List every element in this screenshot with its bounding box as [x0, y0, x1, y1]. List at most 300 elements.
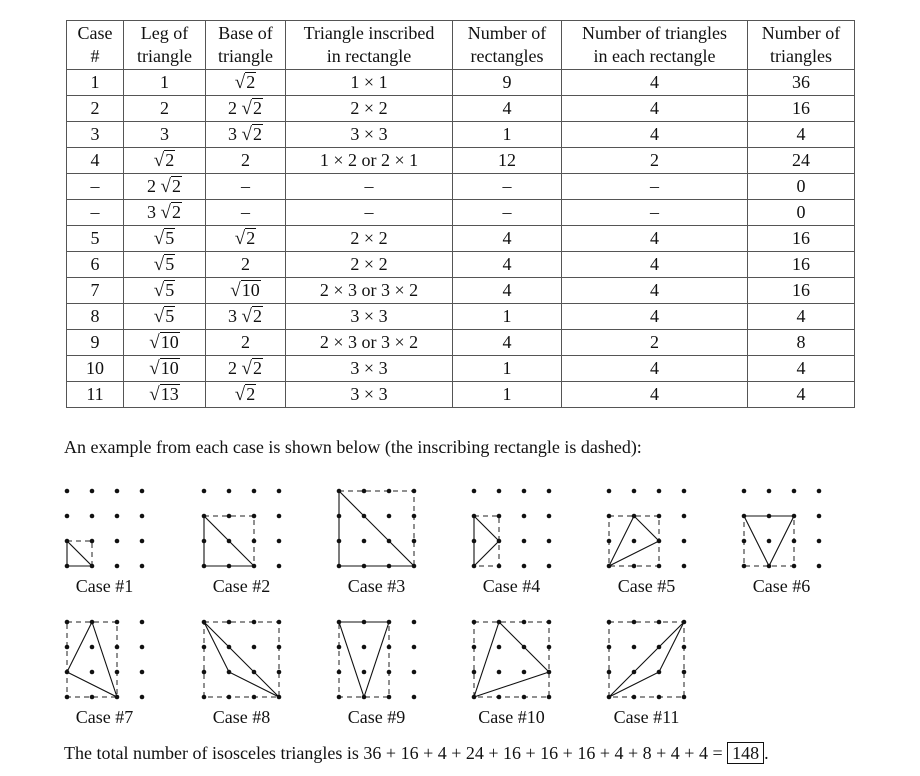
grid-dot: [682, 489, 687, 494]
grid-dot: [115, 645, 120, 650]
grid-dot: [412, 620, 417, 625]
case-label: Case #9: [347, 707, 406, 727]
table-cell: 16: [748, 278, 855, 304]
grid-dot: [140, 620, 145, 625]
grid-dot: [412, 564, 417, 569]
table-cell: 11: [67, 382, 124, 408]
grid-dot: [252, 539, 257, 544]
grid-dot: [657, 564, 662, 569]
grid-dot: [115, 489, 120, 494]
case-figure: [65, 489, 145, 596]
grid-dot: [362, 670, 367, 675]
table-cell: √2: [124, 148, 206, 174]
table-cell: 10: [67, 356, 124, 382]
case-label: Case #1: [75, 576, 134, 596]
grid-dot: [202, 695, 207, 700]
table-cell: 1: [453, 304, 562, 330]
grid-dot: [742, 514, 747, 519]
grid-dot: [522, 670, 527, 675]
table-cell: 16: [748, 226, 855, 252]
column-header: Number of triangles in each rectangle: [562, 21, 748, 70]
column-header: Number of triangles: [748, 21, 855, 70]
grid-dot: [412, 489, 417, 494]
grid-dot: [767, 489, 772, 494]
case-label: Case #3: [347, 576, 406, 596]
grid-dot: [497, 645, 502, 650]
grid-dot: [65, 514, 70, 519]
grid-dot: [682, 539, 687, 544]
grid-dot: [202, 539, 207, 544]
grid-dot: [227, 564, 232, 569]
case-figure: [337, 489, 417, 596]
isosceles-triangle: [339, 622, 389, 697]
table-row: [67, 304, 855, 330]
table-row: [67, 382, 855, 408]
case-figure: [472, 620, 552, 727]
table-cell: 4: [67, 148, 124, 174]
grid-dot: [792, 489, 797, 494]
grid-dot: [387, 620, 392, 625]
grid-dot: [522, 645, 527, 650]
table-cell: 2 × 2: [286, 226, 453, 252]
table-cell: –: [562, 174, 748, 200]
grid-dot: [547, 539, 552, 544]
grid-dot: [472, 670, 477, 675]
table-cell: 24: [748, 148, 855, 174]
grid-dot: [115, 695, 120, 700]
table-cell: 3 × 3: [286, 122, 453, 148]
table-cell: 2: [67, 96, 124, 122]
grid-dot: [140, 695, 145, 700]
table-cell: 4: [453, 252, 562, 278]
grid-dot: [362, 564, 367, 569]
case-figure: [607, 489, 687, 596]
grid-dot: [277, 564, 282, 569]
grid-dot: [632, 489, 637, 494]
table-cell: –: [453, 174, 562, 200]
case-label: Case #10: [478, 707, 545, 727]
grid-dot: [202, 620, 207, 625]
case-figures: [0, 470, 920, 770]
grid-dot: [682, 564, 687, 569]
grid-dot: [497, 564, 502, 569]
table-cell: 3 √2: [206, 304, 286, 330]
table-cell: –: [206, 174, 286, 200]
table-cell: 7: [67, 278, 124, 304]
table-cell: –: [206, 200, 286, 226]
grid-dot: [742, 489, 747, 494]
grid-dot: [657, 670, 662, 675]
total-answer: 148: [727, 742, 764, 764]
grid-dot: [547, 564, 552, 569]
table-cell: –: [453, 200, 562, 226]
column-header: Triangle inscribed in rectangle: [286, 21, 453, 70]
table-body: [67, 70, 855, 408]
grid-dot: [472, 514, 477, 519]
grid-dot: [362, 539, 367, 544]
table-row: [67, 200, 855, 226]
table-cell: 2: [562, 330, 748, 356]
grid-dot: [522, 620, 527, 625]
grid-dot: [277, 670, 282, 675]
grid-dot: [387, 695, 392, 700]
table-cell: 2: [206, 148, 286, 174]
grid-dot: [817, 539, 822, 544]
grid-dot: [657, 645, 662, 650]
grid-dot: [252, 695, 257, 700]
table-cell: –: [562, 200, 748, 226]
grid-dot: [817, 514, 822, 519]
grid-dot: [657, 489, 662, 494]
case-label: Case #6: [752, 576, 811, 596]
grid-dot: [472, 489, 477, 494]
table-cell: –: [67, 174, 124, 200]
table-cell: 4: [562, 70, 748, 96]
grid-dot: [115, 539, 120, 544]
grid-dot: [742, 539, 747, 544]
table-cell: √10: [124, 330, 206, 356]
column-header: Number of rectangles: [453, 21, 562, 70]
grid-dot: [387, 539, 392, 544]
grid-dot: [472, 564, 477, 569]
grid-dot: [252, 514, 257, 519]
table-row: [67, 330, 855, 356]
grid-dot: [607, 645, 612, 650]
grid-dot: [227, 539, 232, 544]
table-cell: –: [286, 200, 453, 226]
table-row: [67, 356, 855, 382]
grid-dot: [767, 539, 772, 544]
case-figure: [742, 489, 822, 596]
grid-dot: [657, 695, 662, 700]
table-row: [67, 70, 855, 96]
table-cell: 1: [453, 382, 562, 408]
table-cell: √13: [124, 382, 206, 408]
table-cell: √5: [124, 304, 206, 330]
inscribing-rectangle: [67, 622, 117, 697]
grid-dot: [682, 645, 687, 650]
table-cell: –: [286, 174, 453, 200]
grid-dot: [682, 670, 687, 675]
case-label: Case #5: [617, 576, 676, 596]
grid-dot: [65, 670, 70, 675]
total-text: The total number of isosceles triangles is 36 + 16 + 4 + 24 + 16 + 16 + 16 + 4 + 8 + 4 + 4 =: [64, 743, 723, 763]
table-cell: 2 √2: [124, 174, 206, 200]
grid-dot: [115, 564, 120, 569]
isosceles-triangle: [474, 516, 499, 566]
column-header: Base of triangle: [206, 21, 286, 70]
table-cell: √10: [206, 278, 286, 304]
table-cell: 4: [748, 122, 855, 148]
table-cell: 1: [453, 356, 562, 382]
table-cell: 1: [67, 70, 124, 96]
table-cell: 3 √2: [124, 200, 206, 226]
grid-dot: [632, 620, 637, 625]
table-row: [67, 252, 855, 278]
grid-dot: [90, 539, 95, 544]
table-cell: 1: [453, 122, 562, 148]
table-cell: 4: [562, 356, 748, 382]
grid-dot: [387, 645, 392, 650]
grid-dot: [497, 695, 502, 700]
grid-dot: [202, 514, 207, 519]
table-cell: 36: [748, 70, 855, 96]
grid-dot: [140, 670, 145, 675]
grid-dot: [547, 620, 552, 625]
isosceles-triangle: [474, 622, 549, 697]
isosceles-triangle: [609, 622, 684, 697]
grid-dot: [362, 620, 367, 625]
grid-dot: [277, 489, 282, 494]
grid-dot: [632, 670, 637, 675]
case-label: Case #4: [482, 576, 541, 596]
grid-dot: [387, 514, 392, 519]
grid-dot: [522, 695, 527, 700]
table-cell: 3 × 3: [286, 356, 453, 382]
grid-dot: [227, 514, 232, 519]
grid-dot: [337, 514, 342, 519]
table-cell: 1 × 2 or 2 × 1: [286, 148, 453, 174]
grid-dot: [632, 645, 637, 650]
grid-dot: [547, 489, 552, 494]
grid-dot: [387, 564, 392, 569]
grid-dot: [337, 489, 342, 494]
table-cell: 2: [124, 96, 206, 122]
grid-dot: [362, 514, 367, 519]
grid-dot: [277, 539, 282, 544]
grid-dot: [65, 564, 70, 569]
grid-dot: [140, 564, 145, 569]
grid-dot: [337, 564, 342, 569]
table-row: [67, 174, 855, 200]
grid-dot: [140, 539, 145, 544]
table-cell: √10: [124, 356, 206, 382]
grid-dot: [90, 564, 95, 569]
table-cell: 4: [453, 226, 562, 252]
grid-dot: [632, 539, 637, 544]
grid-dot: [682, 695, 687, 700]
grid-dot: [792, 539, 797, 544]
grid-dot: [202, 564, 207, 569]
grid-dot: [227, 645, 232, 650]
grid-dot: [227, 620, 232, 625]
grid-dot: [547, 645, 552, 650]
grid-dot: [792, 514, 797, 519]
table-cell: 4: [748, 304, 855, 330]
table-cell: 2 × 2: [286, 252, 453, 278]
grid-dot: [90, 695, 95, 700]
grid-dot: [65, 695, 70, 700]
grid-dot: [337, 620, 342, 625]
grid-dot: [387, 489, 392, 494]
table-cell: 16: [748, 96, 855, 122]
grid-dot: [202, 645, 207, 650]
grid-dot: [497, 670, 502, 675]
table-cell: 6: [67, 252, 124, 278]
table-cell: √2: [206, 226, 286, 252]
table-cell: 0: [748, 174, 855, 200]
grid-dot: [632, 695, 637, 700]
table-cell: 8: [748, 330, 855, 356]
isosceles-triangle: [67, 541, 92, 566]
grid-dot: [522, 514, 527, 519]
total-end: .: [764, 743, 769, 763]
grid-dot: [227, 489, 232, 494]
grid-dot: [387, 670, 392, 675]
table-cell: 1: [124, 70, 206, 96]
grid-dot: [65, 645, 70, 650]
grid-dot: [472, 645, 477, 650]
grid-dot: [65, 620, 70, 625]
table-cell: √5: [124, 278, 206, 304]
case-figure: [65, 620, 145, 727]
table-cell: 3 √2: [206, 122, 286, 148]
grid-dot: [90, 670, 95, 675]
grid-dot: [252, 670, 257, 675]
grid-dot: [472, 695, 477, 700]
grid-dot: [115, 670, 120, 675]
table-row: [67, 122, 855, 148]
grid-dot: [277, 695, 282, 700]
grid-dot: [472, 620, 477, 625]
cases-table: [66, 20, 855, 408]
grid-dot: [607, 620, 612, 625]
table-header-row: [67, 21, 855, 70]
table-cell: 9: [67, 330, 124, 356]
table-cell: 5: [67, 226, 124, 252]
grid-dot: [607, 695, 612, 700]
table-cell: 4: [748, 356, 855, 382]
grid-dot: [497, 489, 502, 494]
table-cell: √2: [206, 70, 286, 96]
table-row: [67, 96, 855, 122]
grid-dot: [607, 670, 612, 675]
case-label: Case #11: [613, 707, 680, 727]
grid-dot: [362, 645, 367, 650]
grid-dot: [65, 489, 70, 494]
total-statement: [64, 742, 769, 764]
case-figure: [472, 489, 552, 596]
grid-dot: [90, 620, 95, 625]
grid-dot: [252, 489, 257, 494]
grid-dot: [252, 564, 257, 569]
table-cell: 2 × 2: [286, 96, 453, 122]
grid-dot: [547, 695, 552, 700]
grid-dot: [792, 564, 797, 569]
grid-dot: [227, 670, 232, 675]
table-cell: 9: [453, 70, 562, 96]
column-header: Case #: [67, 21, 124, 70]
grid-dot: [497, 620, 502, 625]
grid-dot: [90, 514, 95, 519]
grid-dot: [115, 620, 120, 625]
grid-dot: [412, 695, 417, 700]
grid-dot: [252, 620, 257, 625]
case-figure: [202, 489, 282, 596]
case-label: Case #7: [75, 707, 134, 727]
table-cell: 3 × 3: [286, 304, 453, 330]
table-cell: 2 √2: [206, 356, 286, 382]
grid-dot: [817, 564, 822, 569]
grid-dot: [522, 489, 527, 494]
table-cell: 4: [562, 252, 748, 278]
case-figure: [337, 620, 417, 727]
grid-dot: [227, 695, 232, 700]
inscribing-rectangle: [474, 622, 549, 697]
grid-dot: [682, 514, 687, 519]
grid-dot: [632, 514, 637, 519]
table-cell: 0: [748, 200, 855, 226]
table-cell: 4: [562, 304, 748, 330]
table-cell: –: [67, 200, 124, 226]
isosceles-triangle: [67, 622, 117, 697]
table-cell: 4: [453, 278, 562, 304]
grid-dot: [277, 620, 282, 625]
table-cell: √2: [206, 382, 286, 408]
grid-dot: [412, 670, 417, 675]
table-cell: 3: [124, 122, 206, 148]
table-row: [67, 148, 855, 174]
grid-dot: [817, 489, 822, 494]
isosceles-triangle: [204, 622, 279, 697]
table-cell: √5: [124, 252, 206, 278]
grid-dot: [522, 539, 527, 544]
grid-dot: [362, 489, 367, 494]
grid-dot: [252, 645, 257, 650]
grid-dot: [547, 670, 552, 675]
grid-dot: [65, 539, 70, 544]
grid-dot: [362, 695, 367, 700]
table-cell: 2: [562, 148, 748, 174]
grid-dot: [115, 514, 120, 519]
grid-dot: [277, 514, 282, 519]
isosceles-triangle: [339, 491, 414, 566]
grid-dot: [337, 695, 342, 700]
table-cell: 4: [562, 96, 748, 122]
case-label: Case #2: [212, 576, 271, 596]
column-header: Leg of triangle: [124, 21, 206, 70]
case-figure: [607, 620, 687, 727]
grid-dot: [140, 645, 145, 650]
inscribing-rectangle: [339, 622, 389, 697]
table-cell: 4: [453, 96, 562, 122]
table-cell: 2 × 3 or 3 × 2: [286, 330, 453, 356]
grid-dot: [472, 539, 477, 544]
table-cell: 4: [562, 226, 748, 252]
grid-dot: [497, 514, 502, 519]
table-cell: 3: [67, 122, 124, 148]
grid-dot: [412, 539, 417, 544]
grid-dot: [657, 539, 662, 544]
table-cell: 4: [562, 122, 748, 148]
table-cell: 2 × 3 or 3 × 2: [286, 278, 453, 304]
table-cell: 2: [206, 330, 286, 356]
grid-dot: [742, 564, 747, 569]
table-row: [67, 278, 855, 304]
table-cell: 2 √2: [206, 96, 286, 122]
table-cell: 12: [453, 148, 562, 174]
grid-dot: [337, 645, 342, 650]
case-figure: [202, 620, 282, 727]
grid-dot: [202, 670, 207, 675]
grid-dot: [522, 564, 527, 569]
table-cell: 4: [453, 330, 562, 356]
table-cell: 1 × 1: [286, 70, 453, 96]
grid-dot: [140, 514, 145, 519]
grid-dot: [767, 514, 772, 519]
grid-dot: [657, 620, 662, 625]
figures-caption: An example from each case is shown below (the inscribing rectangle is dashed):: [64, 437, 642, 457]
